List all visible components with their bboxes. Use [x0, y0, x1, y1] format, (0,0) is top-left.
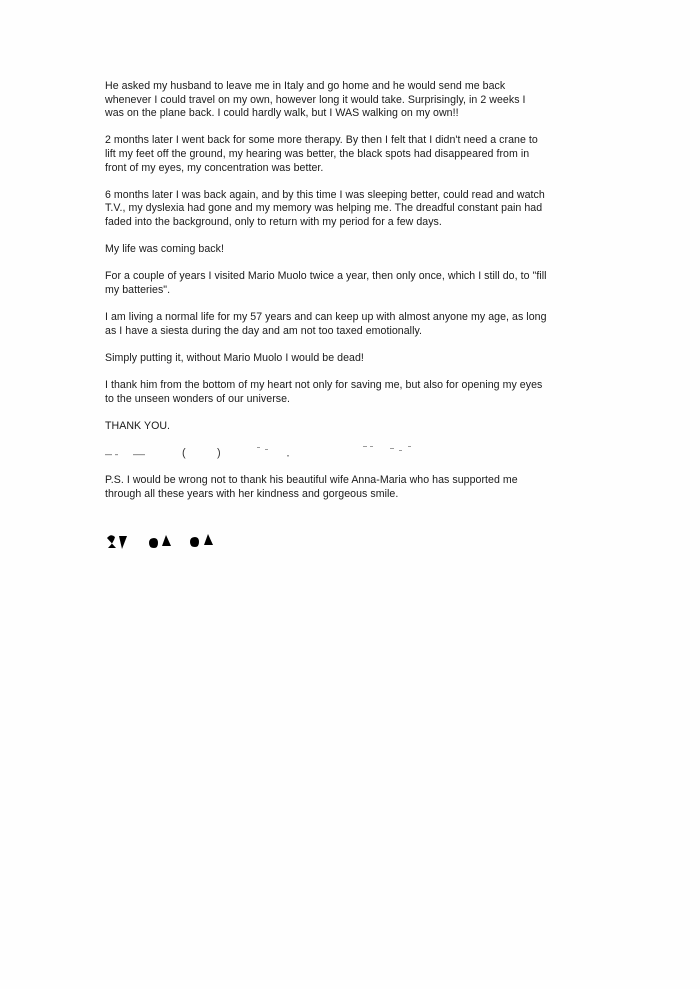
paragraph-return-trip: He asked my husband to leave me in Italy and go home and he would send me back whenever I could travel on my own, however long it would take. Surprisingly, in 2 weeks I was on the plane back. I could hardly walk, but I WAS walking on my own!!	[105, 80, 526, 120]
paragraph-visits: For a couple of years I visited Mario Muolo twice a year, then only once, which I still do, to "fill my batteries".	[105, 270, 547, 296]
paragraph-normal-life: I am living a normal life for my 57 years and can keep up with almost anyone my age, as long as I have a siesta during the day and am not too taxed emotionally.	[105, 311, 547, 337]
handwritten-date	[104, 528, 224, 558]
paragraph-life-back: My life was coming back!	[105, 243, 224, 256]
paragraph-gratitude-statement: Simply putting it, without Mario Muolo I would be dead!	[105, 351, 364, 364]
paragraph-thanks: I thank him from the bottom of my heart not only for saving me, but also for opening my eyes to the unseen wonders of our universe.	[105, 379, 543, 405]
paragraph-six-months: 6 months later I was back again, and by this time I was sleeping better, could read and watch T.V., my dyslexia had gone and my memory was helping me. The dreadful constant pain had faded into the background, only to return with my period for a few days.	[105, 188, 545, 228]
postscript: P.S. I would be wrong not to thank his beautiful wife Anna-Maria who has supported me through all these years with her kindness and gorgeous smile.	[105, 474, 518, 500]
closing-line: THANK YOU.	[105, 419, 171, 432]
svg-text:): )	[217, 447, 221, 459]
svg-text:(: (	[182, 447, 186, 459]
paragraph-two-months: 2 months later I went back for some more therapy. By then I felt that I didn't need a crane to lift my feet off the ground, my hearing was better, the black spots had disappeared from in front of my eyes, my concentration was better.	[105, 134, 538, 174]
redacted-signature-line	[105, 441, 425, 461]
